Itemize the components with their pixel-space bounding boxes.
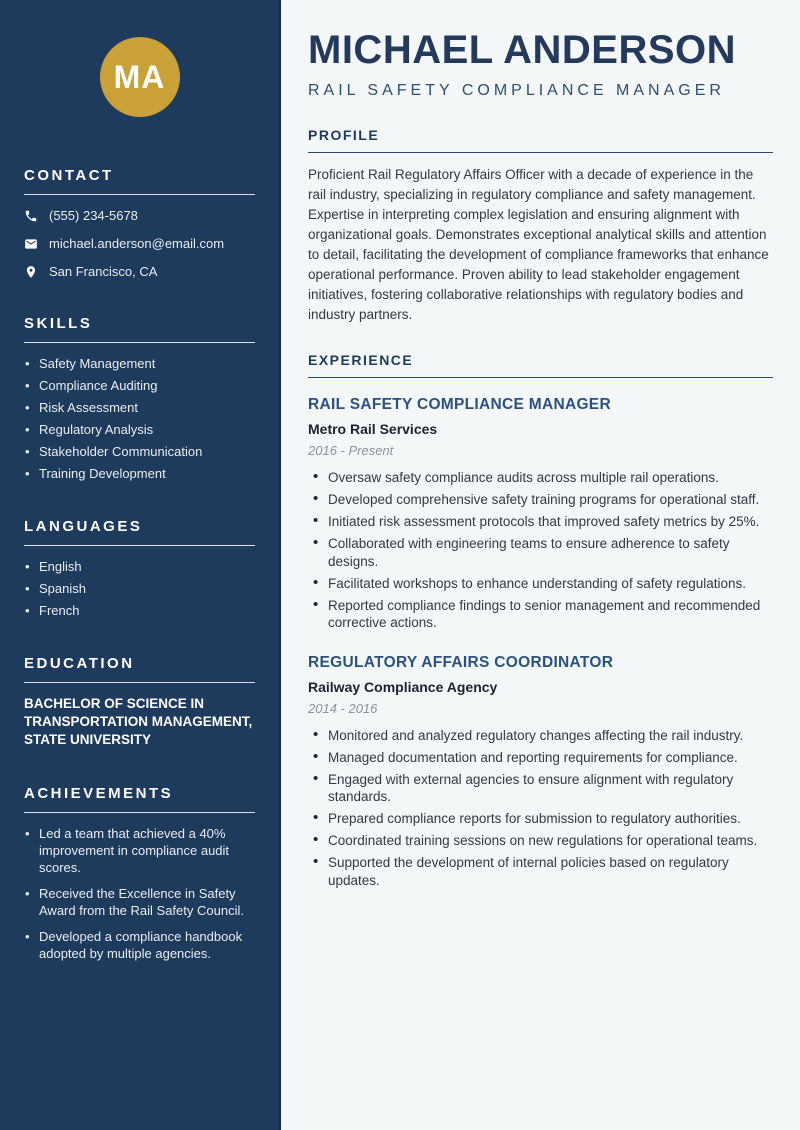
job-bullet: • Coordinated training sessions on new regulations for operational teams. bbox=[308, 832, 773, 850]
job-company: Metro Rail Services bbox=[308, 421, 438, 437]
languages-heading: LANGUAGES bbox=[24, 518, 255, 546]
skills-list bbox=[24, 355, 255, 482]
language-item: • French bbox=[24, 602, 255, 619]
location-text: San Francisco, CA bbox=[49, 264, 158, 279]
location-pin-icon bbox=[24, 265, 38, 279]
job-bullet: • Initiated risk assessment protocols that improved safety metrics by 25%. bbox=[308, 513, 773, 531]
contact-phone-row bbox=[24, 208, 255, 223]
skill-item: • Stakeholder Communication bbox=[24, 443, 255, 460]
contact-location-row bbox=[24, 264, 255, 279]
experience-heading: EXPERIENCE bbox=[308, 352, 773, 378]
job-bullet-list bbox=[308, 469, 773, 632]
phone-number: (555) 234-5678 bbox=[49, 208, 138, 223]
job-bullet: • Facilitated workshops to enhance understanding of safety regulations. bbox=[308, 575, 773, 593]
languages-section bbox=[24, 518, 255, 619]
avatar-initials: MA bbox=[113, 58, 166, 95]
contact-email-row bbox=[24, 236, 255, 251]
email-icon bbox=[24, 237, 38, 251]
main-content bbox=[281, 0, 800, 1130]
contact-section bbox=[24, 167, 255, 279]
skills-heading: SKILLS bbox=[24, 315, 255, 343]
achievements-heading: ACHIEVEMENTS bbox=[24, 785, 255, 813]
skill-item: • Compliance Auditing bbox=[24, 377, 255, 394]
achievement-item: • Received the Excellence in Safety Award from the Rail Safety Council. bbox=[24, 885, 255, 919]
sidebar bbox=[0, 0, 281, 1130]
languages-list bbox=[24, 558, 255, 619]
job-title: RAIL SAFETY COMPLIANCE MANAGER bbox=[308, 396, 611, 413]
experience-entry bbox=[308, 654, 773, 890]
profile-heading: PROFILE bbox=[308, 127, 773, 153]
experience-section bbox=[308, 352, 773, 889]
language-item: • English bbox=[24, 558, 255, 575]
job-bullet: • Developed comprehensive safety training programs for operational staff. bbox=[308, 491, 773, 509]
profile-section bbox=[308, 127, 773, 325]
skill-item: • Regulatory Analysis bbox=[24, 421, 255, 438]
job-bullet: • Supported the development of internal policies based on regulatory updates. bbox=[308, 854, 773, 889]
language-item: • Spanish bbox=[24, 580, 255, 597]
skill-item: • Safety Management bbox=[24, 355, 255, 372]
achievement-item: • Developed a compliance handbook adopted by multiple agencies. bbox=[24, 928, 255, 962]
job-dates: 2016 - Present bbox=[308, 443, 394, 458]
education-section bbox=[24, 655, 255, 749]
job-bullet: • Collaborated with engineering teams to ensure adherence to safety designs. bbox=[308, 535, 773, 570]
job-dates: 2014 - 2016 bbox=[308, 700, 378, 716]
email-address: michael.anderson@email.com bbox=[49, 236, 225, 251]
education-degree: BACHELOR OF SCIENCE IN TRANSPORTATION MANAGEMENT, STATE UNIVERSITY bbox=[24, 696, 253, 747]
job-bullet: • Managed documentation and reporting requirements for compliance. bbox=[308, 749, 773, 767]
job-bullet: • Prepared compliance reports for submission to regulatory authorities. bbox=[308, 810, 773, 828]
phone-icon bbox=[24, 209, 38, 223]
achievement-item: • Led a team that achieved a 40% improvement in compliance audit scores. bbox=[24, 825, 255, 876]
achievements-list bbox=[24, 825, 255, 962]
skills-section bbox=[24, 315, 255, 482]
profile-summary: Proficient Rail Regulatory Affairs Officer with a decade of experience in the rail industry, specializing in regulatory compliance and safety management. Expertise in interpreting complex legislation and ensuring alignment with organizational goals. Demonstrates exceptional analytical skills and attention to detail, facilitating the development of compliance frameworks that enhance operational performance. Proven ability to lead stakeholder engagement initiatives, fostering collaborative relationships with regulatory bodies and industry partners. bbox=[308, 167, 769, 322]
contact-heading: CONTACT bbox=[24, 167, 255, 195]
job-bullet-list bbox=[308, 727, 773, 890]
achievements-section bbox=[24, 785, 255, 962]
job-title: REGULATORY AFFAIRS COORDINATOR bbox=[308, 653, 614, 671]
job-bullet: • Monitored and analyzed regulatory changes affecting the rail industry. bbox=[308, 727, 773, 745]
skill-item: • Risk Assessment bbox=[24, 399, 255, 416]
experience-entry bbox=[308, 396, 773, 632]
education-heading: EDUCATION bbox=[24, 655, 255, 683]
job-bullet: • Reported compliance findings to senior management and recommended corrective actions. bbox=[308, 597, 773, 632]
job-bullet: • Engaged with external agencies to ensure alignment with regulatory standards. bbox=[308, 771, 773, 806]
job-company: Railway Compliance Agency bbox=[308, 678, 498, 695]
avatar bbox=[100, 37, 180, 117]
person-name: MICHAEL ANDERSON bbox=[308, 28, 737, 72]
person-job-title: RAIL SAFETY COMPLIANCE MANAGER bbox=[308, 82, 725, 99]
job-bullet: • Oversaw safety compliance audits across multiple rail operations. bbox=[308, 469, 773, 487]
skill-item: • Training Development bbox=[24, 465, 255, 482]
